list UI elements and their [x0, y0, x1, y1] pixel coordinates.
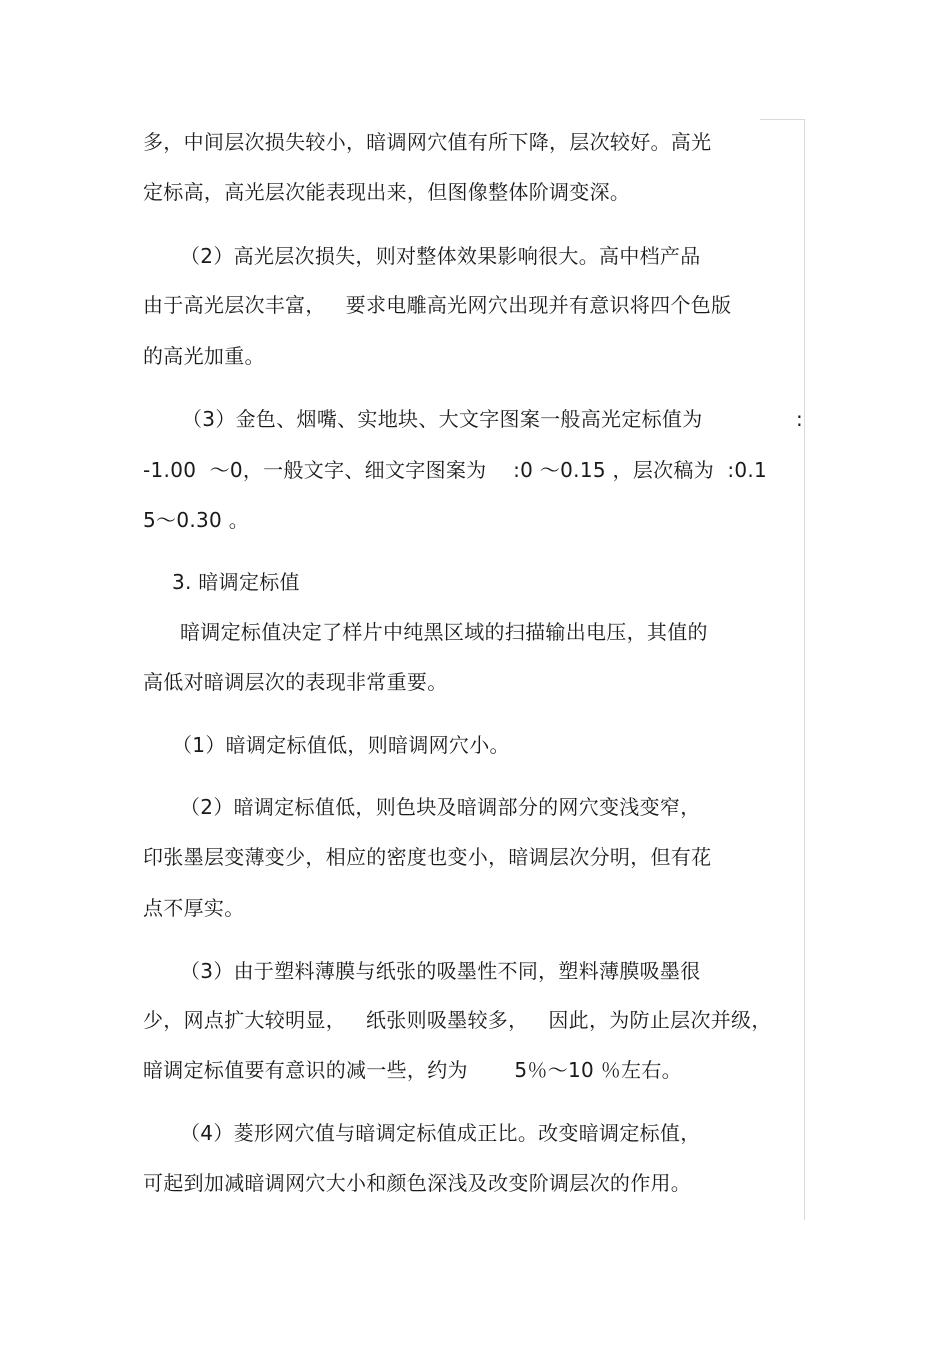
text-line: 由于高光层次丰富， 要求电雕高光网穴出现并有意识将四个色版	[143, 293, 732, 317]
text-line: 定标高，高光层次能表现出来，但图像整体阶调变深。	[143, 180, 631, 204]
text-line: 点不厚实。	[143, 896, 245, 920]
section-heading: 3. 暗调定标值	[172, 570, 300, 594]
text-line: （3）由于塑料薄膜与纸张的吸墨性不同，塑料薄膜吸墨很	[180, 959, 701, 983]
text-line: 高低对暗调层次的表现非常重要。	[143, 670, 448, 694]
text-line: -1.00 ～0，一般文字、细文字图案为 :0 ～0.15 ，层次稿为 :0.1	[143, 458, 768, 482]
text-line: 多，中间层次损失较小，暗调网穴值有所下降，层次较好。高光	[143, 130, 712, 154]
text-line: 少，网点扩大较明显， 纸张则吸墨较多， 因此，为防止层次并级，	[143, 1008, 772, 1032]
page-border-top	[760, 119, 805, 120]
text-line: :	[796, 407, 804, 431]
text-line: （2）高光层次损失，则对整体效果影响很大。高中档产品	[180, 244, 701, 268]
text-line: 暗调定标值决定了样片中纯黑区域的扫描输出电压，其值的	[180, 620, 708, 644]
page-border-right	[804, 119, 805, 1220]
text-line: 5～0.30 。	[143, 508, 250, 532]
text-line: （1）暗调定标值低，则暗调网穴小。	[172, 733, 510, 757]
text-line: 可起到加减暗调网穴大小和颜色深浅及改变阶调层次的作用。	[143, 1171, 692, 1195]
text-line: 印张墨层变薄变少，相应的密度也变小，暗调层次分明，但有花	[143, 845, 712, 869]
text-line: 暗调定标值要有意识的减一些，约为 5％～10 ％左右。	[143, 1058, 682, 1082]
text-line: （3）金色、烟嘴、实地块、大文字图案一般高光定标值为	[182, 407, 703, 431]
text-line: （2）暗调定标值低，则色块及暗调部分的网穴变浅变窄，	[180, 795, 701, 819]
text-line: 的高光加重。	[143, 344, 265, 368]
text-line: （4）菱形网穴值与暗调定标值成正比。改变暗调定标值，	[180, 1121, 701, 1145]
